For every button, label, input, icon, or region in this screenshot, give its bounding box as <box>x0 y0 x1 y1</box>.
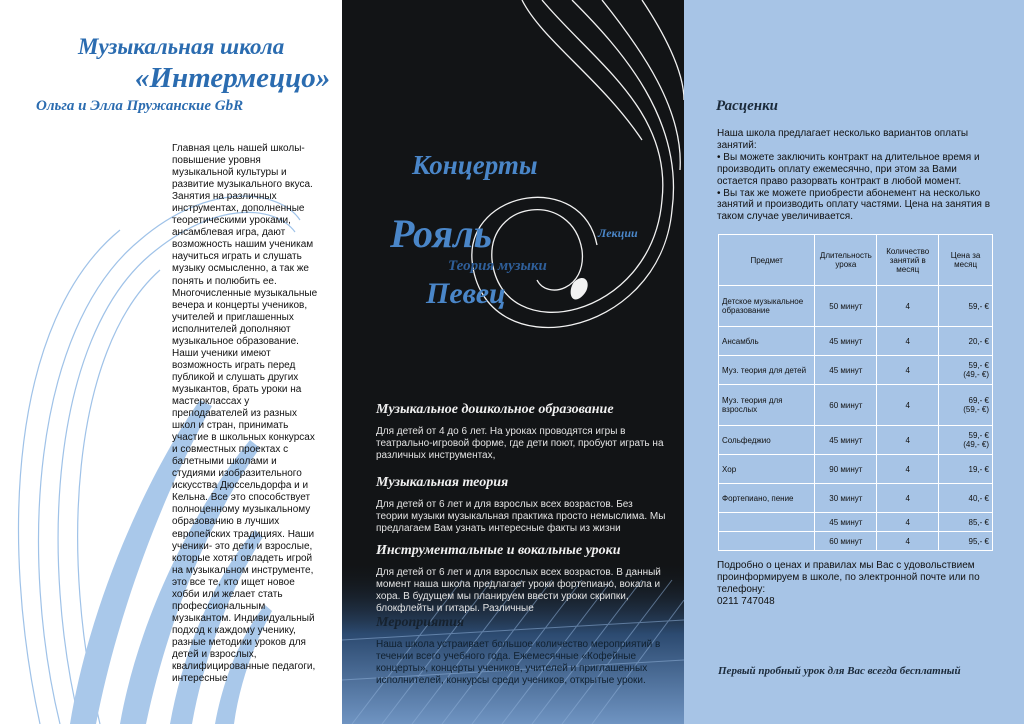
cell-count: 4 <box>877 286 939 327</box>
section-title: Инструментальные и вокальные уроки <box>376 543 621 558</box>
header-count: Количество занятий в месяц <box>877 235 939 286</box>
section-preschool <box>376 402 666 462</box>
cell-duration: 30 минут <box>815 484 877 513</box>
section-title: Музыкальная теория <box>376 475 509 490</box>
section-title: Мероприятия <box>376 615 465 630</box>
cell-price: 85,- € <box>939 513 993 532</box>
school-label: Музыкальная школа <box>78 34 285 59</box>
cell-subject: Муз. теория для взрослых <box>719 385 815 426</box>
cell-subject: Сольфеджио <box>719 426 815 455</box>
cell-price: 95,- € <box>939 532 993 551</box>
mission-text: Главная цель нашей школы- повышение уровня музыкальной культуры и развитие музыкального вкуса. Занятия на различных инструментах, дополненные теоретическими уроками, ансамблевая игра, дают возможность нашим ученикам научиться играть и слушать музыку осмысленно, а так же понять и полюбить ее. Многочисленные музыкальные вечера и концерты учеников, учителей и приглашенных исполнителей дополняют музыкальное образование. Наши ученики имеют возможность играть перед публикой и слушать других музыкантов, брать уроки на мастерклассах у преподавателей из разных школ и стран, принимать участие в школьных конкурсах и совместных проектах с балетными школами и студиями изобразительного искусства Дюссельдорфа и и Кельна. Все это способствует полноценному музыкальному образованию в лучших европейских традициях. Наши ученики- это дети и взрослые, которые хотят овладеть игрой на музыкальном инструменте, это все те, кто ищет новое хобби или желает стать профессиональным музыкантом. Индивидуальный подход к каждому ученику, разные методики уроков для детей и взрослых, квалифицированные педагоги, интересные <box>172 143 318 685</box>
cell-count: 4 <box>877 356 939 385</box>
header-subject: Предмет <box>719 235 815 286</box>
cell-subject: Фортепиано, пение <box>719 484 815 513</box>
founders: Ольга и Элла Пружанские GbR <box>36 98 244 114</box>
cell-subject: Ансамбль <box>719 327 815 356</box>
section-instrument-vocal <box>376 543 666 615</box>
cell-price: 59,- € (49,- €) <box>939 426 993 455</box>
table-row <box>719 455 993 484</box>
word-lessons: Лекции <box>598 226 638 240</box>
table-row <box>719 385 993 426</box>
cell-price: 20,- € <box>939 327 993 356</box>
cell-subject: Муз. теория для детей <box>719 356 815 385</box>
left-panel <box>0 0 342 724</box>
cell-subject: Детское музыкальное образование <box>719 286 815 327</box>
cell-price: 19,- € <box>939 455 993 484</box>
section-events <box>376 615 666 687</box>
section-theory <box>376 475 666 535</box>
cell-count: 4 <box>877 532 939 551</box>
section-text: Для детей от 6 лет и для взрослых всех возрастов. Без теории музыки музыкальная практика просто немыслима. Мы предлагаем Вам узнать интересные факты из жизни <box>376 499 666 534</box>
cell-count: 4 <box>877 455 939 484</box>
cell-price: 59,- € (49,- €) <box>939 356 993 385</box>
cell-subject <box>719 532 815 551</box>
cell-duration: 60 минут <box>815 385 877 426</box>
word-concerts: Концерты <box>412 150 538 180</box>
cell-count: 4 <box>877 426 939 455</box>
word-singer: Певец <box>426 277 506 310</box>
right-panel <box>684 0 1024 724</box>
table-row <box>719 286 993 327</box>
prices-contact-info: Подробно о ценах и правилах мы Вас с удовольствием проинформируем в школе, по электронной почте или по телефону: 0211 747048 <box>717 560 980 607</box>
cell-subject <box>719 513 815 532</box>
section-text: Наша школа устраивает большое количество мероприятий в течении всего учебного года. Ежемесячные «Кофейные концерты», концерты учеников, учителей и приглашенных исполнителей, конкурсы среди учеников, открытые уроки. <box>376 639 661 686</box>
section-text: Для детей от 6 лет и для взрослых всех возрастов. В данный момент наша школа предлагает уроки фортепиано, вокала и хора. В будущем мы планируем ввести уроки скрипки, блокфлейты и гитары. Различные <box>376 567 661 614</box>
cell-duration: 60 минут <box>815 532 877 551</box>
cell-count: 4 <box>877 484 939 513</box>
cell-duration: 45 минут <box>815 426 877 455</box>
table-row <box>719 426 993 455</box>
header-duration: Длительность урока <box>815 235 877 286</box>
table-row <box>719 513 993 532</box>
cell-duration: 45 минут <box>815 356 877 385</box>
cell-count: 4 <box>877 385 939 426</box>
cell-count: 4 <box>877 327 939 356</box>
cell-duration: 50 минут <box>815 286 877 327</box>
cell-duration: 45 минут <box>815 327 877 356</box>
word-music-theory: Теория музыки <box>448 258 547 274</box>
cell-subject: Хор <box>719 455 815 484</box>
free-trial-note: Первый пробный урок для Вас всегда бесплатный <box>718 665 961 677</box>
cell-count: 4 <box>877 513 939 532</box>
table-row <box>719 356 993 385</box>
section-title: Музыкальное дошкольное образование <box>376 402 614 417</box>
cell-duration: 90 минут <box>815 455 877 484</box>
middle-panel <box>342 0 684 724</box>
cell-price: 40,- € <box>939 484 993 513</box>
cell-duration: 45 минут <box>815 513 877 532</box>
cell-price: 59,- € <box>939 286 993 327</box>
school-name: «Интермеццо» <box>135 62 331 94</box>
cell-price: 69,- € (59,- €) <box>939 385 993 426</box>
table-row <box>719 484 993 513</box>
price-table <box>718 234 993 551</box>
table-row <box>719 532 993 551</box>
prices-intro: Наша школа предлагает несколько вариантов оплаты занятий: • Вы можете заключить контракт на длительное время и производить оплату ежемесячно, при этом за Вами остается право разорвать контракт в любой момент. • Вы так же можете приобрести абонемент на несколько занятий и производить оплату частями. Цена на занятия в таком случае увеличивается. <box>717 128 991 223</box>
section-text: Для детей от 4 до 6 лет. На уроках проводятся игры в театрально-игровой форме, где дети поют, пробуют играть на различных инструментах, <box>376 426 664 461</box>
prices-title: Расценки <box>716 98 779 114</box>
header-price: Цена за месяц <box>939 235 993 286</box>
word-piano: Рояль <box>390 211 492 256</box>
table-row <box>719 327 993 356</box>
table-header-row <box>719 235 993 286</box>
